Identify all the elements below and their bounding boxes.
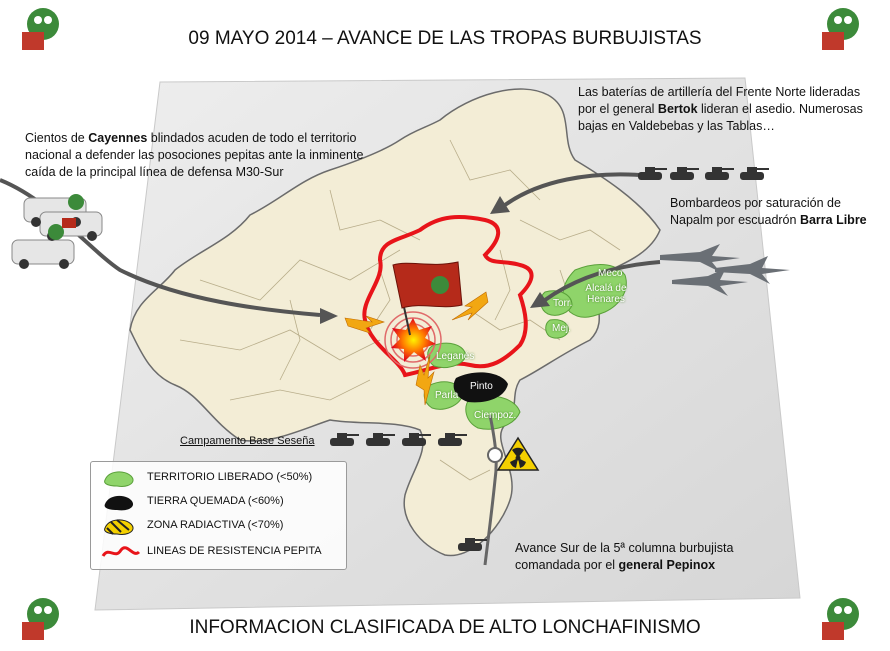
note-cayennes: Cientos de Cayennes blindados acuden de todo el territorio nacional a defender las posociones pepitas ante la inminente caída de la principal línea de defensa M30-Sur xyxy=(25,131,364,179)
legend-item-radiation: ZONA RADIACTIVA (<70%) xyxy=(91,516,346,536)
town-ciempozuelos: Ciempoz. xyxy=(474,410,517,421)
legend-item-resistance: LINEAS DE RESISTENCIA PEPITA xyxy=(91,542,346,562)
legend-item-burned: TIERRA QUEMADA (<60%) xyxy=(91,492,346,512)
town-parla: Parla xyxy=(435,390,459,401)
radiation-stripes-icon xyxy=(101,516,141,536)
note-pepinox: Avance Sur de la 5ª columna burbujista comandada por el general Pepinox xyxy=(515,541,734,572)
camp-label: Campamento Base Seseña xyxy=(180,435,315,447)
legend-item-liberated: TERRITORIO LIBERADO (<50%) xyxy=(91,468,346,488)
town-leganes: Leganés xyxy=(436,351,475,362)
road-junction xyxy=(488,448,502,462)
black-blob-icon xyxy=(101,492,141,512)
note-napalm: Bombardeos por saturación de Napalm por escuadrón Barra Libre xyxy=(670,196,867,227)
map-legend xyxy=(90,461,347,570)
town-meco: Meco xyxy=(598,268,623,279)
page-footer: INFORMACION CLASIFICADA DE ALTO LONCHAFINISMO xyxy=(189,617,701,638)
town-alcala: Alcalá de Henares xyxy=(585,283,627,305)
page-title: 09 MAYO 2014 – AVANCE DE LAS TROPAS BURBUJISTAS xyxy=(188,28,702,49)
town-torrejon: Torr. xyxy=(553,298,573,309)
red-line-icon xyxy=(101,542,141,562)
green-blob-icon xyxy=(101,468,141,488)
town-pinto: Pinto xyxy=(470,381,493,392)
note-bertok: Las baterías de artillería del Frente Norte lideradas por el general Bertok lideran el asedio. Numerosas bajas en Valdebebas y las Tablas… xyxy=(578,85,863,133)
armored-cars xyxy=(12,194,102,269)
town-mejorada: Mej. xyxy=(552,323,571,334)
